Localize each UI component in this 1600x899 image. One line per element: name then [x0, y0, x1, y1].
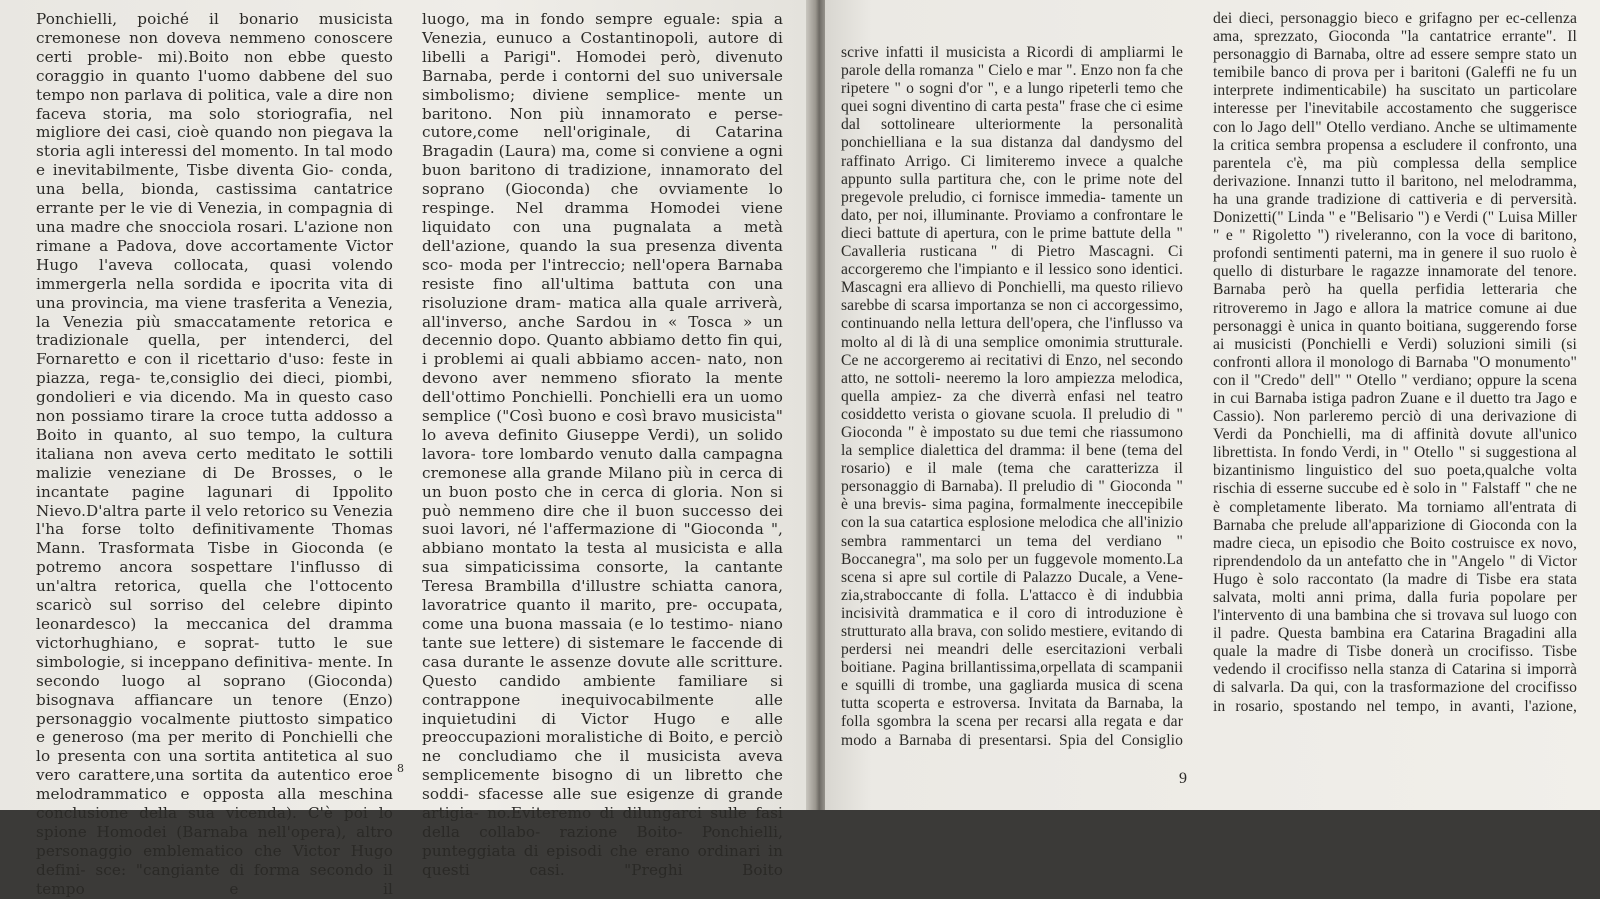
text-column-1: Ponchielli, poiché il bonario musicista cremonese non doveva nemmeno conoscere certi proble- mi).Boito non ebbe questo coraggio in quanto l'uomo dabbene del suo tempo non parlava di politica, vale a dire non faceva storia, ma solo storiografia, nel migliore dei casi, cioè quando non piegava la storia agli interessi del momento. In tal modo e inevitabilmente, Tisbe diventa Gio- conda, una bella, bionda, castissima cantatrice errante per le vie di Venezia, in compagnia di una madre che snocciola rosari. L'azione non rimane a Padova, dove accortamente Victor Hugo l'aveva collocata, quasi volendo immergerla nella sordida e ipocrita vita di una provincia, ma viene trasferita a Venezia, la Venezia più smaccatamente retorica e tradizionale quella, per intenderci, del Fornaretto e con il ricettario d'uso: feste in piazza, rega- te,consiglio dei dieci, piombi, gondolieri e via dicendo. Ma in questo caso non possiamo tirare la croce tutta addosso a Boito in quanto, al suo tempo, la cultura italiana non aveva certo meditato le sottili malizie veneziane di De Brosses, o le incantate pagine lagunari di Ippolito Nievo.D'altra parte il velo retorico su Venezia l'ha forse tolto definitivamente Thomas Mann. Trasformata Tisbe in Gioconda (e potremo ancora sospettare l'influsso di un'altra retorica, quella che l'ottocento scaricò sul sorriso del celebre dipinto leonardesco) la meccanica del dramma victorhughiano, e soprat- tutto le sue simbologie, si inceppano definitiva- mente. In secondo luogo al soprano (Gioconda) bisognava affiancare un tenore (Enzo) personaggio vocalmente piuttosto simpatico e generoso (ma per merito di Ponchielli che lo presenta con una sortita antitetica al suo vero carattere,una sortita da autentico eroe melodrammatico e opposta alla meschina conclusione della sua vicenda). C'è poi lo spione Homodei (Barnaba nell'opera), altro personaggio emblematico che Victor Hugo defini- sce: "cangiante di forma secondo il tempo e il: [36, 10, 393, 898]
text-column-4: dei dieci, personaggio bieco e grifagno per ec-cellenza ama, sprezzato, Gioconda "la cantatrice errante". Il personaggio di Barnaba, oltre ad essere sempre stato un temibile banco di prova per i baritoni (Galeffi ne fu un interprete indimenticabile) ha suscitato un particolare interesse per l'inevitabile accostamento che suggerisce con lo Jago dell" Otello verdiano. Anche se ultimamente la critica sembra propensa a escludere il confronto, una parentela c'è, ma più complessa della semplice derivazione. Innanzi tutto il baritono, nel melodramma, ha una grande tradizione di cattiveria e di perversità. Donizetti(" Linda " e "Belisario ") e Verdi (" Luisa Miller " e " Rigoletto ") riveleranno, con la voce di baritono, profondi sentimenti paterni, ma in genere il suo ruolo è quello di disturbare le ragazze innamorate del tenore. Barnaba però ha quella perfidia letteraria che ritroveremo in Jago e allora la matrice comune ai due personaggi è unica in quanto boitiana, suggerendo forse ai musicisti (Ponchielli e Verdi) soluzioni simili (si confronti allora il monologo di Barnaba "O monumento" con il "Credo" dell" " Otello " verdiano; oppure la scena in cui Barnaba istiga padron Zuane e il duetto tra Jago e Cassio). Non parleremo perciò di una derivazione di Verdi da Ponchielli, ma di affinità dovute all'unico librettista. In fondo Verdi, in " Otello " si suggestiona al bizantinismo linguistico del suo poeta,qualche volta rischia di esserne succube ed è solo in " Falstaff " che ne è completamente liberato. Ma torniamo all'entrata di Barnaba che prelude all'apparizione di Gioconda con la madre cieca, un episodio che Boito costruisce ex novo, riprendendolo da un antefatto che in "Angelo " di Victor Hugo è solo raccontato (la madre di Tisbe era stata salvata, molti anni prima, dalla furia popolare per l'intervento di una bambina che si trovava sul luogo con il padre. Questa bambina era Catarina Bragadini alla quale la madre di Tisbe donerà un crocifisso. Tisbe vedendo il crocifisso nella stanza di Catarina si imporrà di salvarla. Da qui, con la trasformazione del crocifisso in rosario, spostando nel tempo, in avanti, l'azione,: [1213, 10, 1577, 715]
page-number-right: 9: [1179, 770, 1187, 787]
page-number-left: 8: [397, 762, 404, 775]
text-column-3: scrive infatti il musicista a Ricordi di ampliarmi le parole della romanza " Cielo e mar ". Enzo non fa che ripetere " o sogni d'or ", e a lungo ripeterli temo che quei sogni diventino di carta pesta" frase che ci esime dal sottolineare ulteriormente la personalità ponchielliana e la sua distanza dal dandysmo del raffinato Arrigo. Ci limiteremo invece a qualche appunto sulla partitura che, con le prime note del pregevole preludio, ci fornisce immedia- tamente un dato, per noi, illuminante. Proviamo a confrontare le dieci battute di apertura, con le prime battute della " Cavalleria rusticana " di Pietro Mascagni. Ci accorgeremo che l'impianto e il lessico sono identici. Mascagni era allievo di Ponchielli, ma questo rilievo sarebbe di scarsa importanza se non ci accorgessimo, continuando nella lettura dell'opera, che l'influsso va molto al di là di una semplice omonimia strutturale. Ce ne accorgeremo ai recitativi di Enzo, nel secondo atto, ne sottoli- neeremo la loro ampiezza melodica, quella ampiez- za che diverrà enfasi nel teatro cosiddetto verista o giovane scuola. Il preludio di " Gioconda " è impostato su due temi che riassumono la semplice dialettica del dramma: il bene (tema del rosario) e il male (tema che caratterizza il personaggio di Barnaba). Il preludio di " Gioconda " è una brevis- sima pagina, formalmente ineccepibile con la sua catartica esplosione melodica che all'inizio sembra rammentarci un tema del verdiano " Boccanegra", ma solo per un fuggevole momento.La scena si apre sul cortile di Palazzo Ducale, a Vene- zia,straboccante di folla. L'attacco è di indubbia incisività drammatica e il coro di introduzione è strutturato alla brava, con solido mestiere, evitando di perdersi nei meandri delle esercitazioni verbali boitiane. Pagina brillantissima,orpellata di scampanii e squilli di trombe, una gagliarda musica di scena tutta scoperta e estroversa. Invitata da Barnaba, la folla sgombra la scena per recarsi alla regata e dar modo a Barnaba di presentarsi. Spia del Consiglio: [841, 44, 1183, 749]
right-page: [825, 0, 1600, 810]
text-column-2: luogo, ma in fondo sempre eguale: spia a Venezia, eunuco a Costantinopoli, autore di libelli a Parigi". Homodei però, divenuto Barnaba, perde i contorni del suo universale simbolismo; diviene semplice- mente un baritono. Non più innamorato e perse- cutore,come nell'originale, di Catarina Bragadin (Laura) ma, come si conviene a ogni buon baritono di tradizione, innamorato del soprano (Gioconda) che ovviamente lo respinge. Nel dramma Homodei viene liquidato con una pugnalata a metà dell'azione, quando la sua presenza diventa sco- moda per l'intreccio; nell'opera Barnaba resiste fino all'ultima battuta con una risoluzione dram- matica alla quale arriverà, all'inverso, anche Sardou in « Tosca » un decennio dopo. Quanto abbiamo detto fin qui, i problemi ai quali abbiamo accen- nato, non devono aver nemmeno sfiorato la mente dell'ottimo Ponchielli. Ponchielli era un uomo semplice ("Così buono e così bravo musicista" lo aveva definito Giuseppe Verdi), un solido lavora- tore lombardo venuto dalla campagna cremonese alla grande Milano più in cerca di un buon posto che in cerca di gloria. Non si può nemmeno dire che il buon successo dei suoi lavori, né l'affermazione di "Gioconda ", abbiano montato la testa al musicista e alla sua simpaticissima consorte, la cantante Teresa Brambilla d'illustre schiatta canora, lavoratrice quanto il marito, pre- occupata, come una buona massaia (e lo testimo- niano tante sue lettere) di sistemare le faccende di casa durante le assenze dovute alle scritture. Questo candido ambiente familiare si contrappone inequivocabilmente alle inquietudini di Victor Hugo e alle preoccupazioni moralistiche di Boito, e perciò ne concludiamo che il musicista aveva semplicemente bisogno di un libretto che soddi- sfacesse alle sue esigenze di grande artigia- no.Eviteremo di dilungarci sulle fasi della collabo- razione Boito- Ponchielli, punteggiata di episodi che erano ordinari in questi casi. "Preghi Boito: [422, 10, 783, 879]
